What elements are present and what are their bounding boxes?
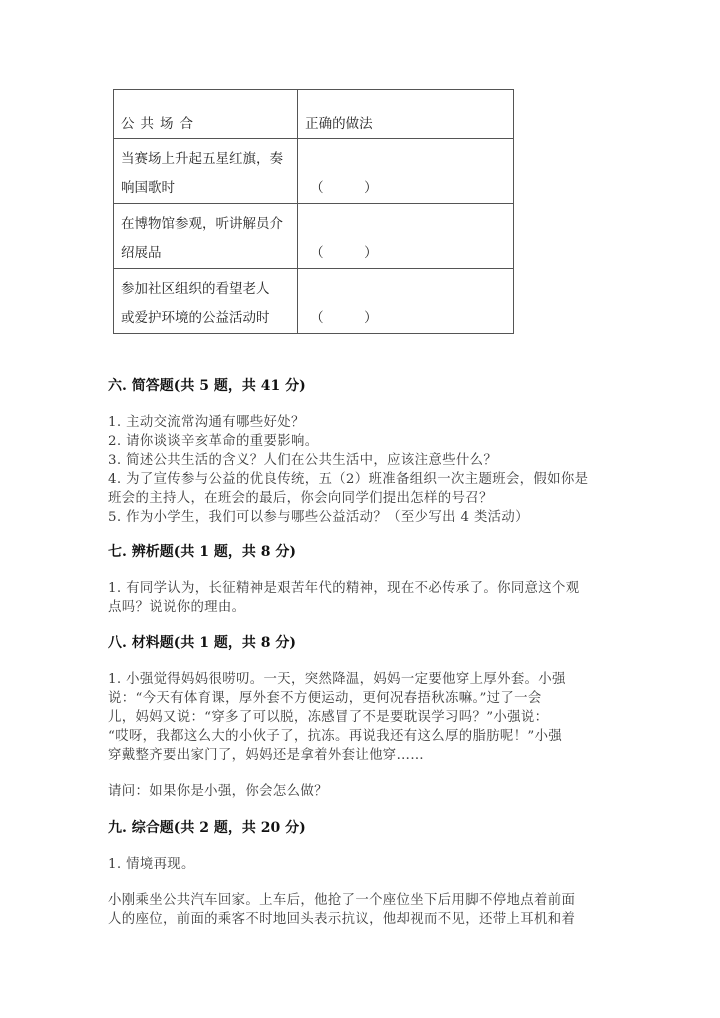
public-places-table [113, 89, 514, 334]
header-cell-public-place [114, 90, 298, 139]
question-line: 4. 为了宣传参与公益的优良传统，五（2）班准备组织一次主题班会，假如你是 [108, 472, 589, 487]
answer-blank[interactable]: （ ） [310, 310, 378, 326]
question-line: 班会的主持人，在班会的最后，你会向同学们提出怎样的号召？ [108, 491, 493, 506]
scene-cell [114, 269, 298, 334]
question-line: 2. 请你谈谈辛亥革命的重要影响。 [108, 434, 319, 449]
material-line: 儿，妈妈又说：“穿多了可以脱，冻感冒了不是要耽误学习吗？”小强说： [108, 710, 549, 725]
question-subtitle: 1. 情境再现。 [108, 857, 195, 872]
scene-text-line1: 在博物馆参观，听讲解员介 [121, 216, 283, 232]
answer-cell[interactable] [298, 139, 514, 204]
scene-text-line1: 当赛场上升起五星红旗，奏 [121, 151, 283, 167]
answer-blank[interactable]: （ ） [310, 180, 378, 196]
question-line: 3. 简述公共生活的含义？人们在公共生活中，应该注意些什么？ [108, 453, 498, 468]
header-label-correct-practice: 正确的做法 [305, 116, 373, 132]
material-line: 1. 小强觉得妈妈很唠叨。一天，突然降温，妈妈一定要他穿上厚外套。小强 [108, 672, 566, 687]
header-label-public-place: 公共场合 [121, 116, 199, 132]
scenario-line: 小刚乘坐公共汽车回家。上车后，他抢了一个座位坐下后用脚不停地点着前面 [108, 893, 576, 908]
question-line: 1. 主动交流常沟通有哪些好处？ [108, 415, 305, 430]
scene-text-line1: 参加社区组织的看望老人 [121, 281, 270, 297]
scene-cell [114, 139, 298, 204]
scenario-line: 人的座位，前面的乘客不时地回头表示抗议，他却视而不见，还带上耳机和着 [108, 912, 576, 927]
scene-cell [114, 204, 298, 269]
table-header-row [114, 90, 514, 139]
section-heading-analysis: 七. 辨析题(共 1 题，共 8 分) [108, 544, 296, 560]
section-heading-comprehensive: 九. 综合题(共 2 题，共 20 分) [108, 820, 306, 836]
material-line: “哎呀，我都这么大的小伙子了，抗冻。再说我还有这么厚的脂肪呢！”小强 [108, 729, 563, 744]
table-row [114, 139, 514, 204]
answer-cell[interactable] [298, 204, 514, 269]
material-question: 请问：如果你是小强，你会怎么做？ [108, 784, 328, 799]
scene-text-line2: 响国歌时 [121, 180, 175, 196]
answer-blank[interactable]: （ ） [310, 245, 378, 261]
question-line: 5. 作为小学生，我们可以参与哪些公益活动？（至少写出 4 类活动） [108, 510, 529, 525]
answer-cell[interactable] [298, 269, 514, 334]
material-line: 说：“今天有体育课，厚外套不方便运动，更何况春捂秋冻嘛。”过了一会 [108, 691, 542, 706]
header-cell-correct-practice [298, 90, 514, 139]
table-row [114, 269, 514, 334]
question-line: 1. 有同学认为，长征精神是艰苦年代的精神，现在不必传承了。你同意这个观 [108, 581, 580, 596]
table-row [114, 204, 514, 269]
section-heading-short-answer: 六. 简答题(共 5 题，共 41 分) [108, 378, 306, 394]
scene-text-line2: 绍展品 [121, 245, 162, 261]
scene-text-line2: 或爱护环境的公益活动时 [121, 310, 270, 326]
question-line: 点吗？说说你的理由。 [108, 600, 246, 615]
section-heading-material: 八. 材料题(共 1 题，共 8 分) [108, 635, 296, 651]
material-line: 穿戴整齐要出家门了，妈妈还是拿着外套让他穿…… [108, 748, 425, 763]
